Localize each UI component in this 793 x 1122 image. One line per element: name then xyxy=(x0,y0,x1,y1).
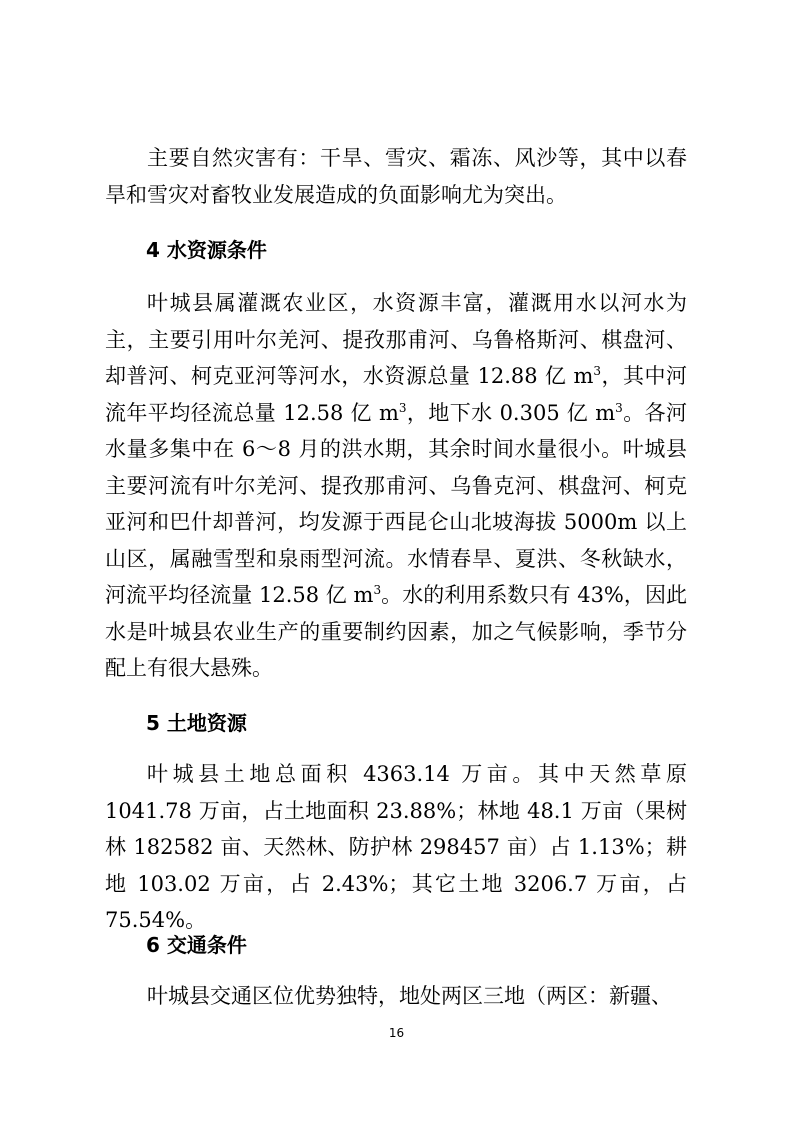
paragraph-text: 。水的利用系数只有 43%，因此水是叶城县农业生产的重要制约因素，加之气候影响，季节分配上有很大悬殊。 xyxy=(105,583,688,680)
superscript: 3 xyxy=(398,400,407,415)
superscript: 3 xyxy=(615,400,623,415)
superscript: 3 xyxy=(373,583,382,597)
paragraph-text: 。各河水量多集中在 6～8 月的洪水期，其余时间水量很小。叶城县主要河流有叶尔羌河、提孜那甫河、乌鲁克河、棋盘河、柯克亚河和巴什却普河，均发源于西昆仑山北坡海拔 5000m 以上山区，属融雪型和泉雨型河流。水情春旱、夏洪、冬秋缺水，河流平均径流量 12.58 亿 m xyxy=(105,400,687,607)
page-number: 16 xyxy=(388,1026,405,1040)
paragraph-text: ，地下水 0.305 亿 m xyxy=(406,400,616,425)
heading-water-resources: 4 水资源条件 xyxy=(146,238,267,262)
paragraph-land-resources xyxy=(105,756,687,939)
heading-transportation: 6 交通条件 xyxy=(146,933,247,957)
paragraph-water-resources xyxy=(105,285,687,687)
paragraph-text: ，其中河流年平均径流总量 12.58 亿 m xyxy=(105,364,687,425)
superscript: 3 xyxy=(593,364,602,378)
paragraph-transportation xyxy=(105,978,687,1015)
paragraph-text: 叶城县土地总面积 4363.14 万亩。其中天然草原 1041.78 万亩，占土地面积 23.88%；林地 48.1 万亩（果树林 182582 亩、天然林、防护林 298457 亩）占 1.13%；耕地 103.02 万亩，占 2.43%；其它土地 3206.7 万亩，占 75.54%。 xyxy=(105,762,687,932)
heading-land-resources: 5 土地资源 xyxy=(146,711,247,735)
paragraph-text: 主要自然灾害有：干旱、雪灾、霜冻、风沙等，其中以春旱和雪灾对畜牧业发展造成的负面影响尤为突出。 xyxy=(105,146,687,207)
paragraph-text: 叶城县交通区位优势独特，地处两区三地（两区：新疆、 xyxy=(147,984,672,1008)
paragraph-text: 叶城县属灌溉农业区，水资源丰富，灌溉用水以河水为主，主要引用叶尔羌河、提孜那甫河、乌鲁格斯河、棋盘河、却普河、柯克亚河等河水，水资源总量 12.88 亿 m xyxy=(105,291,687,388)
paragraph-natural-disasters xyxy=(105,140,687,213)
